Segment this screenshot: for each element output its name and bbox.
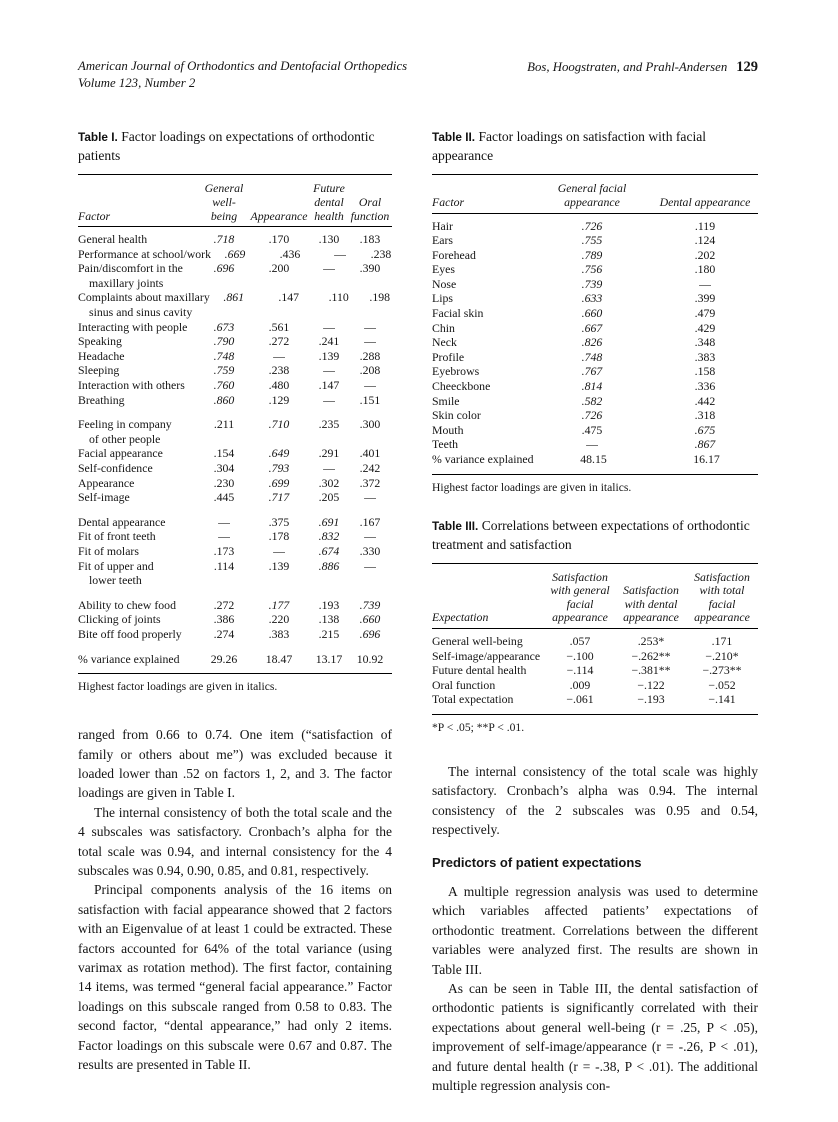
value-cell: .399 [694,291,716,306]
table-row [432,364,758,379]
table-row [432,634,758,649]
column-header: Satisfaction with dental appearance [623,583,679,625]
table-row [432,248,758,263]
table-3-label: Table III. [432,518,479,533]
value-cell: .009 [569,677,591,692]
value-cell: .759 [213,363,235,378]
left-body-text [78,725,392,1074]
row-label: Fit of molars [78,543,139,558]
value-cell: .235 [318,417,340,432]
row-label: Complaints about maxillary sinus and sinus cavity [78,290,210,320]
table-body [78,227,392,674]
table-row [78,476,392,491]
table-row [78,627,392,642]
row-label: General health [78,232,148,247]
value-cell: .200 [268,261,290,276]
row-label: Ears [432,233,453,248]
table-row [78,515,392,530]
value-cell: .291 [318,446,340,461]
value-cell: .429 [694,320,716,335]
table-row [78,417,392,446]
page-header [78,58,758,91]
row-label: Nose [432,276,457,291]
value-cell: 18.47 [265,651,293,666]
value-cell: 13.17 [315,651,343,666]
value-cell: .170 [268,232,290,247]
value-cell: .119 [694,218,716,233]
value-cell: .390 [359,261,381,276]
value-cell: .302 [318,475,340,490]
row-label: Hair [432,218,453,233]
column-header: Factor [432,194,465,209]
value-cell: .177 [268,597,290,612]
value-cell: — [334,246,346,261]
table-row [78,378,392,393]
table-row [432,306,758,321]
value-cell: .442 [694,393,716,408]
value-cell: .748 [213,348,235,363]
value-cell: .057 [569,634,591,649]
value-cell: — [273,543,285,558]
table-row [78,461,392,476]
row-label: Chin [432,320,455,335]
value-cell: .739 [581,276,603,291]
value-cell: — [323,461,335,475]
table-row [432,262,758,277]
table-row [78,490,392,505]
right-column [432,127,758,1095]
table-row [432,379,758,394]
table-row [78,598,392,613]
row-label: Performance at school/work [78,246,211,261]
row-label: Forehead [432,247,476,262]
value-cell: .274 [213,626,235,641]
column-header: General well-being [204,181,244,223]
column-header: Future dental health [313,181,345,223]
value-cell: .230 [213,475,235,490]
value-cell: .756 [581,262,603,277]
row-label: Dental appearance [78,514,166,529]
value-cell: .205 [318,490,340,505]
row-label: Breathing [78,392,125,407]
table-header-row [432,564,758,629]
value-cell: — [364,334,376,349]
value-cell: .726 [581,218,603,233]
value-cell: .699 [268,475,290,490]
section-heading: Predictors of patient expectations [432,854,642,870]
table-2 [432,127,758,493]
value-cell: .748 [581,349,603,364]
table-row [432,394,758,409]
row-label: Lips [432,291,453,306]
table-row [78,446,392,461]
value-cell: .480 [268,378,290,393]
value-cell: .660 [581,306,603,321]
value-cell: .793 [268,461,290,475]
row-label: Smile [432,393,460,408]
table-row [432,678,758,693]
row-label: Clicking of joints [78,612,161,627]
right-body-text [432,762,758,1096]
table-row [432,408,758,423]
value-cell: −.262** [631,648,671,663]
value-cell: .167 [359,514,381,529]
value-cell: — [323,261,335,276]
value-cell: .288 [359,348,381,363]
row-label: Self-image/appearance [432,648,541,663]
value-cell: .561 [268,319,290,334]
journal-volume: Volume 123, Number 2 [78,75,196,90]
row-label: Interaction with others [78,378,185,393]
column-header: General facial appearance [557,181,627,209]
value-cell: — [323,319,335,334]
row-label: Ability to chew food [78,597,176,612]
value-cell: .238 [268,363,290,378]
paragraph: The internal consistency of the total scale was highly satisfactory. Cronbach’s alpha was 0.94. The internal consistency of the 2 subscales was 0.95 and 0.54, respectively. [432,764,758,838]
table-row [432,321,758,336]
paragraph: The internal consistency of both the total scale and the 4 subscales was satisfactory. Cronbach’s alpha for the total scale was 0.94, and internal consistency for the 4 subscales was 0.94, 0.90, 0.85, and 0.81, respectively. [78,804,392,878]
table-row [432,219,758,234]
value-cell: .336 [694,379,716,394]
two-column-layout [78,127,758,1095]
value-cell: .139 [318,348,340,363]
value-cell: .696 [359,626,381,641]
value-cell: .330 [359,543,381,558]
value-cell: — [364,378,376,393]
value-cell: .826 [581,335,603,350]
value-cell: — [218,514,230,529]
value-cell: −.052 [708,677,736,692]
value-cell: .867 [694,437,716,452]
table-row [432,335,758,350]
row-label: Pain/discomfort in the maxillary joints [78,261,183,290]
value-cell: 29.26 [210,651,238,666]
table-3-grid [432,563,758,715]
value-cell: .138 [318,612,340,627]
value-cell: .211 [213,417,235,432]
row-label: Teeth [432,437,459,452]
value-cell: .669 [224,246,246,261]
row-label: Future dental health [432,663,527,678]
row-label: Fit of front teeth [78,529,156,544]
row-spacer [78,505,392,515]
value-cell: .129 [268,392,290,407]
value-cell: .710 [268,417,290,432]
value-cell: −.273** [702,663,742,678]
paragraph: As can be seen in Table III, the dental satisfaction of orthodontic patients is significantly correlated with their expectations about general well-being (r = .25, P < .05), improvement of self-image/appearance (r = -.26, P < .01), and future dental health (r = -.38, P < .01). The additional multiple regression analysis con- [432,981,758,1094]
value-cell: .633 [581,291,603,306]
table-row [432,233,758,248]
column-header: Dental appearance [659,194,751,209]
value-cell: .760 [213,378,235,393]
value-cell: .180 [694,262,716,277]
column-header: Oral function [350,194,390,223]
table-row [78,393,392,408]
table-row [78,247,392,262]
value-cell: −.141 [708,692,736,707]
value-cell: .383 [694,349,716,364]
table-2-grid [432,174,758,474]
table-row [78,349,392,364]
value-cell: .151 [359,392,381,407]
row-label: Neck [432,335,457,350]
value-cell: — [323,363,335,378]
journal-title: American Journal of Orthodontics and Dentofacial Orthopedics [78,59,408,73]
row-label: Facial appearance [78,446,163,461]
table-row [78,559,392,588]
value-cell: .124 [694,233,716,248]
row-label: Interacting with people [78,319,188,334]
value-cell: −.061 [566,692,594,707]
paragraph: ranged from 0.66 to 0.74. One item (“satisfaction of family or others about me”) was excluded because it loaded lower than .52 on factors 1, 2, and 3. The factor loadings are given in Table I. [78,727,392,801]
value-cell: 48.15 [580,452,607,466]
value-cell: .789 [581,247,603,262]
row-label: Headache [78,348,125,363]
table-1-footnote: Highest factor loadings are given in italics. [78,680,278,694]
value-cell: .649 [268,446,290,461]
value-cell: .675 [694,422,716,437]
paragraph: A multiple regression analysis was used to determine which variables affected patients’ expectations of orthodontic treatment. Correlations between the different variables were analyzed first. The results are shown in Table III. [432,884,758,977]
table-1-grid [78,174,392,674]
value-cell: .241 [318,334,340,349]
value-cell: .814 [581,379,603,394]
table-row [432,350,758,365]
table-3-caption: Correlations between expectations of orthodontic treatment and satisfaction [432,517,750,552]
page-number: 129 [736,59,758,75]
row-label: Oral function [432,677,496,692]
value-cell: .208 [359,363,381,378]
table-3 [432,516,758,734]
value-cell: .171 [711,634,733,649]
row-label: % variance explained [432,452,534,466]
row-label: Feeling in company of other people [78,417,172,446]
value-cell: .202 [694,247,716,262]
value-cell: .272 [268,334,290,349]
table-row [78,652,392,667]
row-label: Sleeping [78,363,120,378]
row-spacer [78,407,392,417]
table-row [78,363,392,378]
value-cell: .767 [581,364,603,379]
row-label: Eyebrows [432,364,480,379]
table-row [78,290,392,319]
table-row [432,663,758,678]
value-cell: .717 [268,490,290,505]
value-cell: .475 [581,422,603,437]
value-cell: .114 [213,558,235,573]
value-cell: .348 [694,335,716,350]
value-cell: .436 [279,246,301,261]
table-2-footnote: Highest factor loadings are given in italics. [432,480,632,494]
value-cell: .242 [359,461,381,475]
row-label: Total expectation [432,692,514,707]
left-column [78,127,392,1095]
table-3-title [432,516,758,554]
value-cell: −.122 [637,677,665,692]
table-row [78,261,392,290]
value-cell: .674 [318,543,340,558]
value-cell: .383 [268,626,290,641]
value-cell: .193 [318,597,340,612]
table-row [78,612,392,627]
row-spacer [78,642,392,652]
value-cell: −.114 [566,663,594,678]
value-cell: .445 [213,490,235,505]
value-cell: .739 [359,597,381,612]
value-cell: 16.17 [693,452,720,466]
value-cell: .173 [213,543,235,558]
value-cell: −.100 [566,648,594,663]
value-cell: .832 [318,529,340,544]
value-cell: — [364,529,376,544]
table-1-label: Table I. [78,130,118,145]
table-row [432,423,758,438]
row-label: Self-image [78,490,130,505]
row-label: Profile [432,349,465,364]
value-cell: 10.92 [356,651,384,666]
value-cell: .130 [318,232,340,247]
table-row [432,692,758,707]
value-cell: .253* [637,634,665,649]
value-cell: .272 [213,597,235,612]
running-authors: Bos, Hoogstraten, and Prahl-Andersen [527,60,728,74]
table-2-caption: Factor loadings on satisfaction with facial appearance [432,129,707,164]
row-label: Appearance [78,475,135,490]
value-cell: .755 [581,233,603,248]
value-cell: .660 [359,612,381,627]
value-cell: .860 [213,392,235,407]
table-2-title [432,127,758,165]
value-cell: .300 [359,417,381,432]
table-1-caption: Factor loadings on expectations of orthodontic patients [78,129,375,164]
header-right [527,58,758,77]
row-label: Self-confidence [78,461,153,475]
value-cell: .375 [268,514,290,529]
table-row [78,320,392,335]
value-cell: .691 [318,514,340,529]
value-cell: .154 [213,446,235,461]
value-cell: .147 [318,378,340,393]
value-cell: .718 [213,232,235,247]
value-cell: .147 [278,290,300,305]
value-cell: .178 [268,529,290,544]
row-label: Skin color [432,408,481,423]
value-cell: .238 [370,246,392,261]
table-body [432,629,758,715]
table-row [432,291,758,306]
column-header: Satisfaction with general facial appearance [550,569,610,625]
table-row [432,649,758,664]
value-cell: .110 [328,290,349,305]
table-row [432,277,758,292]
table-row [78,544,392,559]
row-label: Mouth [432,422,464,437]
table-1-title [78,127,392,165]
row-label: Facial skin [432,306,484,321]
table-row [78,529,392,544]
row-label: Fit of upper and lower teeth [78,558,154,588]
value-cell: .726 [581,408,603,423]
table-body [432,214,758,475]
table-3-footnote: *P < .05; **P < .01. [432,721,525,734]
value-cell: .304 [213,461,235,475]
value-cell: .861 [223,290,245,305]
table-1 [78,127,392,693]
row-label: Bite off food properly [78,626,182,641]
value-cell: .158 [694,364,716,379]
value-cell: — [273,348,285,363]
value-cell: .479 [694,306,716,321]
value-cell: .318 [694,408,716,423]
row-label: General well-being [432,634,523,649]
value-cell: −.210* [705,648,739,663]
row-label: Cheeckbone [432,379,491,394]
column-header: Satisfaction with total facial appearance [694,569,750,625]
table-row [432,437,758,452]
value-cell: .215 [318,626,340,641]
value-cell: — [364,490,376,505]
value-cell: .386 [213,612,235,627]
table-row [78,334,392,349]
column-header: Factor [78,208,111,223]
value-cell: .886 [318,558,340,573]
row-label: Speaking [78,334,122,349]
value-cell: — [364,319,376,334]
value-cell: — [586,437,598,452]
table-row [432,452,758,467]
value-cell: .220 [268,612,290,627]
value-cell: — [323,392,335,407]
value-cell: .372 [359,475,381,490]
column-header: Expectation [432,610,489,625]
value-cell: .183 [359,232,381,247]
value-cell: .401 [359,446,381,461]
value-cell: .673 [213,319,235,334]
value-cell: −.381** [631,663,671,678]
value-cell: .582 [581,393,603,408]
value-cell: — [364,558,376,573]
value-cell: .667 [581,320,603,335]
value-cell: −.193 [637,692,665,707]
header-left [78,58,407,91]
row-label: Eyes [432,262,455,277]
value-cell: — [699,276,711,291]
value-cell: .696 [213,261,235,276]
table-header-row [78,175,392,227]
paragraph: Principal components analysis of the 16 items on satisfaction with facial appearance showed that 2 factors with an Eigenvalue of at least 1 could be extracted. These factors accounted for 64% of the total variance (using varimax as rotation method). The first factor, containing 14 items, was termed “general facial appearance.” Factor loadings on this subscale ranged from 0.58 to 0.83. The second factor, “dental appearance,” had only 2 items. Factor loadings on this subscale were 0.67 and 0.87. The results are presented in Table II. [78,882,392,1073]
value-cell: — [218,529,230,544]
column-header: Appearance [250,208,308,223]
row-label: % variance explained [78,651,180,666]
table-header-row [432,175,758,213]
value-cell: .139 [268,558,290,573]
table-row [78,232,392,247]
row-spacer [78,588,392,598]
table-2-label: Table II. [432,130,476,145]
value-cell: .790 [213,334,235,349]
value-cell: .198 [369,290,391,305]
